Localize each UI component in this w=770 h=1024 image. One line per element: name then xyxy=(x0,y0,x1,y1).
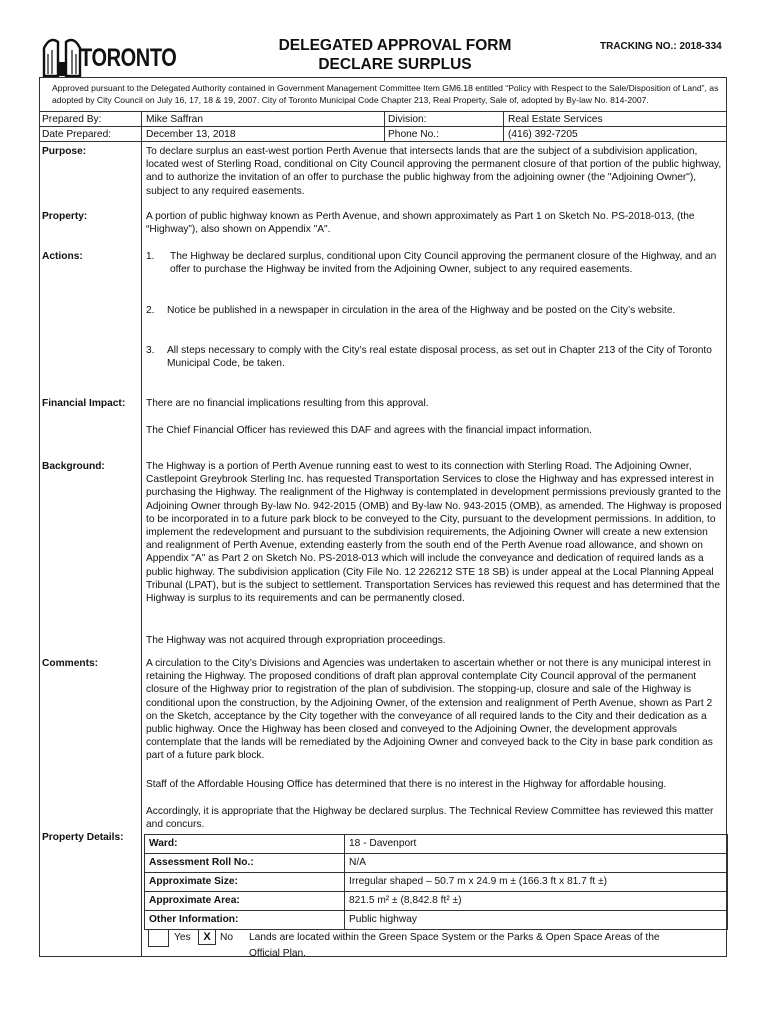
city-hall-icon xyxy=(42,34,82,78)
action-item xyxy=(146,250,721,276)
expropriation-text: The Highway was not acquired through expropriation proceedings. xyxy=(146,635,446,646)
action-text: Notice be published in a newspaper in circulation in the area of the Highway and be posted on the City’s website. xyxy=(167,305,676,316)
title-line-2: DECLARE SURPLUS xyxy=(318,56,472,73)
cfo-review-text: The Chief Financial Officer has reviewed this DAF and agrees with the financial impact information. xyxy=(146,425,593,436)
ward-label: Ward: xyxy=(145,835,345,854)
green-space-statement: Lands are located within the Green Space System or the Parks & Open Space Areas of the xyxy=(249,932,660,943)
date-prepared-value: December 13, 2018 xyxy=(146,129,236,140)
date-prepared-label: Date Prepared: xyxy=(42,129,112,140)
approximate-size-label: Approximate Size: xyxy=(145,873,345,892)
approximate-area-value: 821.5 m² ± (8,842.8 ft² ±) xyxy=(345,892,728,911)
divider xyxy=(503,111,504,141)
approximate-area-label: Approximate Area: xyxy=(145,892,345,911)
financial-impact-text: There are no financial implications resulting from this approval. xyxy=(146,398,429,409)
approximate-size-value: Irregular shaped – 50.7 m x 24.9 m ± (166.3 ft x 81.7 ft ±) xyxy=(345,873,728,892)
no-checkbox[interactable]: X xyxy=(198,929,216,945)
label-column-divider xyxy=(141,111,142,957)
divider xyxy=(39,141,727,142)
yes-label: Yes xyxy=(174,932,191,943)
green-space-statement-cont: Official Plan. xyxy=(249,948,307,959)
authority-statement: Approved pursuant to the Delegated Authority contained in Government Management Committee Item GM6.18 entitled “Policy with Respect to the Sale/Disposition of Land”, as adopted by City Council on July 16, 17, 18 & 19, 2007. City of Toronto Municipal Code Chapter 213, Real Property, Sale of, adopted by By-law No. 814-2007. xyxy=(52,83,719,105)
tracking-number: TRACKING NO.: 2018-334 xyxy=(600,41,722,52)
purpose-label: Purpose: xyxy=(42,146,87,157)
surplus-conclusion-text: Accordingly, it is appropriate that the Highway be declared surplus. The Technical Review Committee has reviewed this matter and concurs. xyxy=(146,806,714,831)
property-label: Property: xyxy=(42,211,88,222)
table-row xyxy=(145,873,728,892)
action-item xyxy=(146,304,721,317)
no-label: No xyxy=(220,932,234,943)
other-information-label: Other Information: xyxy=(145,911,345,930)
assessment-roll-label: Assessment Roll No.: xyxy=(145,854,345,873)
property-details-table xyxy=(144,834,728,930)
prepared-by-value: Mike Saffran xyxy=(146,114,204,125)
division-value: Real Estate Services xyxy=(508,114,603,125)
property-text: A portion of public highway known as Perth Avenue, and shown approximately as Part 1 on Sketch No. PS-2018-013, (the “Highway”), also shown on Appendix "A". xyxy=(146,211,695,236)
ward-value: 18 - Davenport xyxy=(345,835,728,854)
comments-label: Comments: xyxy=(42,658,99,669)
action-item xyxy=(146,344,721,370)
background-text: The Highway is a portion of Perth Avenue running east to west to its connection with Sterling Road. The Adjoining Owner, Castlepoint Greybrook Sterling Inc. has requested Transportation Services to close the Highway and has expressed interest in purchasing the Highway. The realignment of the Highway is contemplated in development permissions previously granted to the Adjoining Owner through By-law No. 942-2015 (OMB) and By-law No. 943-2015 (OMB), as amended. The Highway is proposed to be incorporated in to a future park block to be conveyed to the City, pursuant to the development permissions. In addition, to implement the redevelopment and pursuant to the subdivision requirements, the Adjoining Owner will create a new extension and realignment of Perth Avenue, extending easterly from the south end of the Perth Avenue road allowance, and shown on Appendix "A" as Part 2 on Sketch No. PS-2018-013 which will include the conveyance and dedication of required lands as a public highway. The subdivision application (City File No. 12 226212 STE 18 SB) is under appeal at the Local Planning Appeal Tribunal (LPAT), but is the subject to settlement. Transportation Services has reviewed this request and has determined that the Highway is surplus to its requirements and can be permanently closed. xyxy=(146,461,722,605)
assessment-roll-value: N/A xyxy=(345,854,728,873)
table-row xyxy=(145,911,728,930)
phone-value: (416) 392-7205 xyxy=(508,129,578,140)
actions-label: Actions: xyxy=(42,251,83,262)
table-row xyxy=(145,835,728,854)
other-information-value: Public highway xyxy=(345,911,728,930)
title-line-1: DELEGATED APPROVAL FORM xyxy=(278,37,512,54)
prepared-by-label: Prepared By: xyxy=(42,114,102,125)
purpose-text: To declare surplus an east-west portion Perth Avenue that intersects lands that are the subject of a subdivision application, located west of Sterling Road, conditional on City Council approving the permanent closure of that portion of the public highway, and to authorize the invitation of an offer to purchase the public highway from the adjoining owner (the "Adjoining Owner"), subject to any required easements. xyxy=(146,146,722,197)
divider xyxy=(384,111,385,141)
action-number: 2. xyxy=(146,305,155,316)
property-details-label: Property Details: xyxy=(42,832,124,843)
division-label: Division: xyxy=(388,114,427,125)
action-number: 3. xyxy=(146,345,155,356)
action-number: 1. xyxy=(146,251,155,262)
logo-wordmark: TORONTO xyxy=(80,44,177,72)
yes-checkbox[interactable] xyxy=(148,929,169,947)
divider xyxy=(39,126,727,127)
financial-impact-label: Financial Impact: xyxy=(42,398,126,409)
table-row xyxy=(145,892,728,911)
action-text: The Highway be declared surplus, conditional upon City Council approving the permanent closure of the Highway, and an offer to purchase the Highway be invited from the Adjoining Owner, subject to any required easements. xyxy=(170,251,717,276)
city-of-toronto-logo xyxy=(42,34,182,78)
phone-label: Phone No.: xyxy=(388,129,439,140)
action-text: All steps necessary to comply with the City’s real estate disposal process, as set out in Chapter 213 of the City of Toronto Municipal Code, be taken. xyxy=(167,345,712,370)
affordable-housing-text: Staff of the Affordable Housing Office has determined that there is no interest in the Highway for affordable housing. xyxy=(146,779,667,790)
divider xyxy=(39,111,727,112)
comments-text: A circulation to the City’s Divisions and Agencies was undertaken to ascertain whether or not there is any municipal interest in retaining the Highway. The proposed conditions of draft plan approval contemplate City Council approval of the permanent closure of the Highway prior to registration of the plan of subdivision. The stopping-up, closure and sale of the Highway is conditional upon the construction, by the Adjoining Owner, of the extension and realignment of Perth Avenue, shown as Part 2 on the Sketch, acceptance by the City together with the conveyance of all required lands to the City and their dedication as a public highway. Once the Highway has been closed and conveyed to the Adjoining Owner, the development approvals contemplate that the lands will be remediated by the Adjoining Owner and conveyed back to the City in base park condition as part of a future park block. xyxy=(146,658,713,762)
table-row xyxy=(145,854,728,873)
form-title xyxy=(240,36,550,74)
background-label: Background: xyxy=(42,461,105,472)
